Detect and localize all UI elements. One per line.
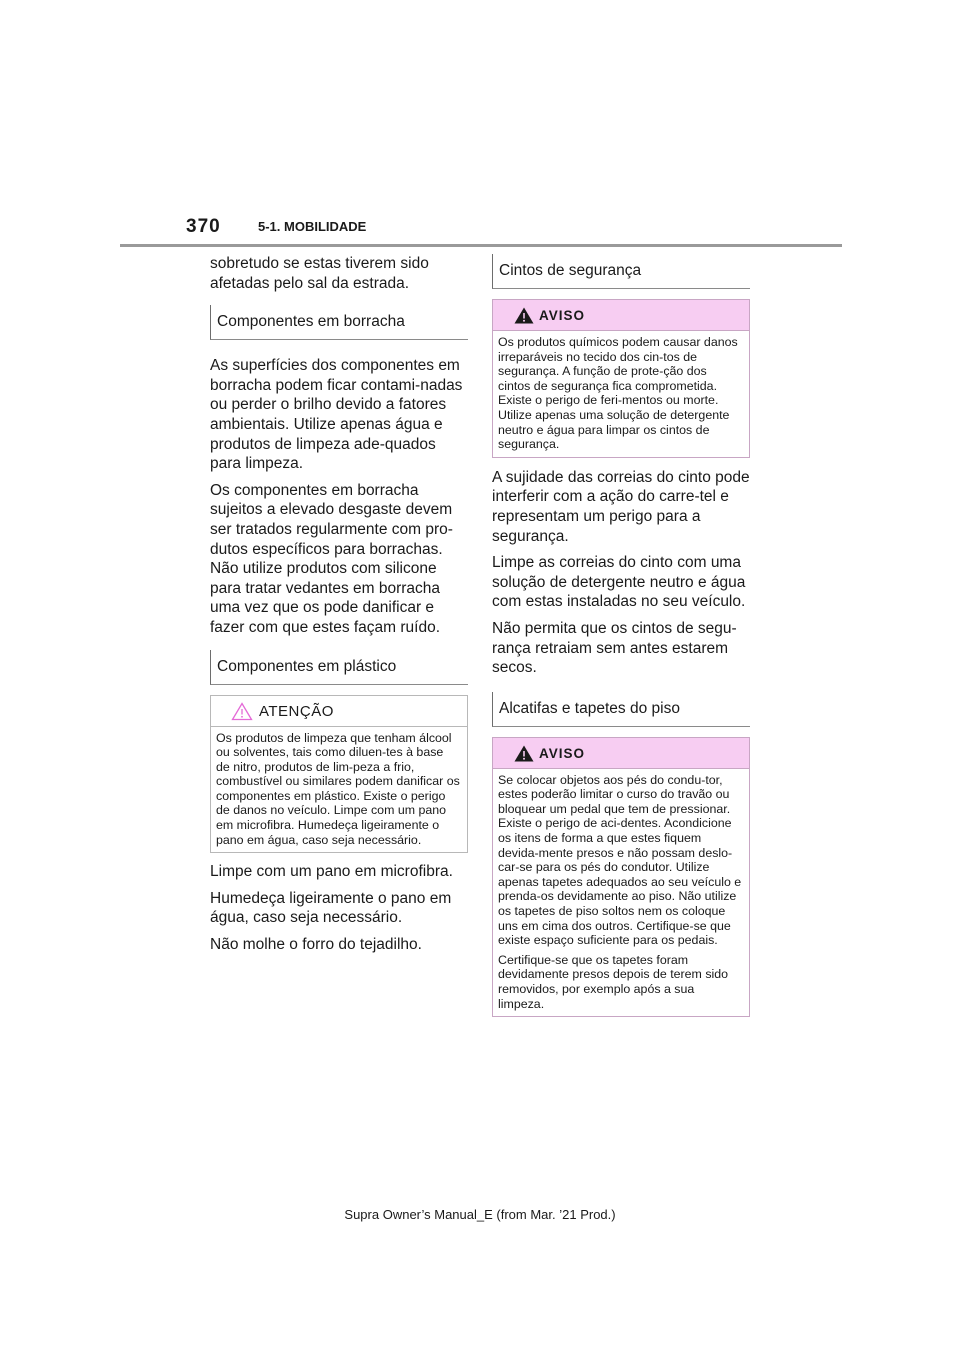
plastic-paragraph-2: Humedeça ligeiramente o pano em água, caso seja necessário. <box>210 889 452 927</box>
belts-paragraph-2: Limpe as correias do cinto com uma solução de detergente neutro e água com estas instaladas no seu veículo. <box>492 554 746 611</box>
rubber-heading: Componentes em borracha <box>210 305 468 340</box>
warning-title-mats: AVISO <box>539 745 586 761</box>
warning-body-belts <box>493 331 749 457</box>
intro-paragraph: sobretudo se estas tiverem sido afetadas pelo sal da estrada. <box>210 255 429 292</box>
belts-paragraph-3: Não permita que os cintos de segu-rança retraiam sem antes estarem secos. <box>492 619 737 677</box>
mats-heading: Alcatifas e tapetes do piso <box>492 692 750 727</box>
warning-body-mats <box>493 769 749 1017</box>
header-divider <box>120 244 842 247</box>
page-number: 370 <box>186 216 221 237</box>
warning-header-belts <box>493 300 749 331</box>
right-column <box>492 254 750 1017</box>
caution-text: Os produtos de limpeza que tenham álcool ou solventes, tais como diluen-tes à base de nitro, produtos de lim-peza a frio, combustível ou similares podem danificar os componentes em plástico. Existe o perigo de danos no veículo. Limpe com um pano em microfibra. Humedeça ligeiramente o pano em água, caso seja necessário. <box>216 730 460 847</box>
warning-text-mats-2: Certifique-se que os tapetes foram devidamente presos depois de terem sido removidos, por exemplo após a sua limpeza. <box>498 952 729 1011</box>
warning-header-mats <box>493 738 749 769</box>
caution-title: ATENÇÃO <box>259 702 334 720</box>
warning-title-belts: AVISO <box>539 308 586 323</box>
plastic-paragraph-1: Limpe com um pano em microfibra. <box>210 863 453 881</box>
warning-box-belts <box>492 299 750 458</box>
left-column <box>210 254 468 962</box>
page-footer: Supra Owner’s Manual_E (from Mar. ’21 Prod.) <box>344 1207 616 1222</box>
warning-triangle-outline-icon <box>231 702 253 721</box>
warning-text-belts: Os produtos químicos podem causar danos irreparáveis no tecido dos cin-tos de segurança. A função de prote-ção dos cintos de segurança fica comprometida. Existe o perigo de feri-mentos ou morte. Utilize apenas uma solução de detergente neutro e água para limpar os cintos de segurança. <box>498 335 738 452</box>
warning-triangle-filled-icon <box>513 744 535 763</box>
warning-triangle-filled-icon <box>513 306 535 325</box>
belts-heading: Cintos de segurança <box>492 254 750 289</box>
warning-text-mats-1: Se colocar objetos aos pés do condu-tor, estes poderão limitar o curso do travão ou bloquear um pedal que tem de pressionar. Existe o perigo de aci-dentes. Acondicione os itens de forma a que estes fiquem devida-mente presos e não possam deslo-car-se para os pés do condutor. Utilize apenas tapetes adequados ao seu veículo e prenda-os devidamente ao piso. Não utilize os tapetes de piso soltos nem os coloque uns em cima dos outros. Certifique-se que existe espaço suficiente para os pedais. <box>498 772 742 948</box>
belts-paragraph-1: A sujidade das correias do cinto pode interferir com a ação do carre-tel e representam um perigo para a segurança. <box>492 468 750 545</box>
caution-body <box>211 727 467 853</box>
warning-box-mats <box>492 737 750 1018</box>
plastic-paragraph-3: Não molhe o forro do tejadilho. <box>210 936 422 954</box>
caution-header <box>211 696 467 727</box>
section-title: 5-1. MOBILIDADE <box>258 219 367 234</box>
rubber-paragraph-2: Os componentes em borracha sujeitos a elevado desgaste devem ser tratados regularmente com pro-dutos específicos para borrachas. Não utilize produtos com silicone para tratar vedantes em borracha uma vez que os pode danificar e fazer com que estes façam ruído. <box>210 481 453 636</box>
rubber-paragraph-1: As superfícies dos componentes em borracha podem ficar contami-nadas ou perder o brilho devido a fatores ambientais. Utilize apenas água e produtos de limpeza ade-quados para limpeza. <box>210 357 463 473</box>
plastic-heading: Componentes em plástico <box>210 650 468 685</box>
caution-box <box>210 695 468 854</box>
